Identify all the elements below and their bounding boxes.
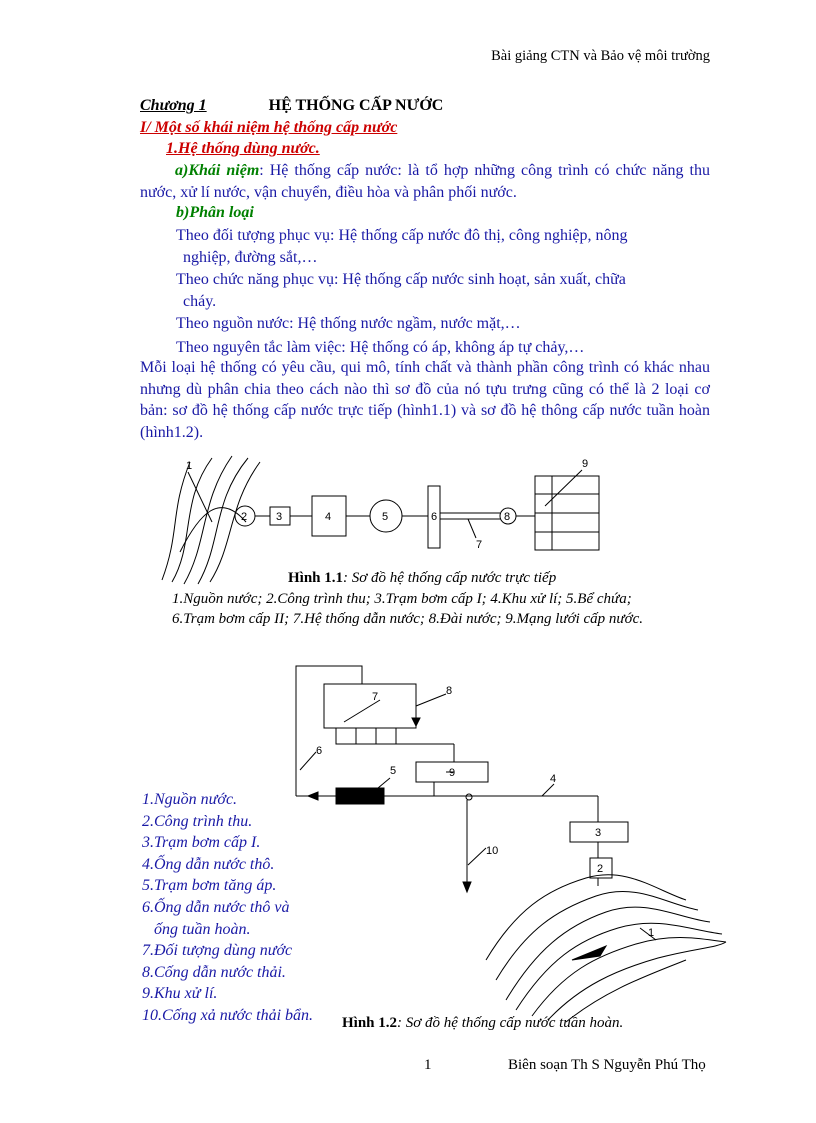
fig1-label: 1 [186,460,193,472]
figure-2-caption-label: Hình 1.2 [342,1015,398,1031]
water-source-line [548,942,726,1020]
fig2-label: 4 [550,773,557,785]
fig1-label: 4 [325,511,332,523]
legend-item: ống tuần hoàn. [142,920,251,938]
definition-label: a)Khái niệm [175,162,260,179]
legend-item: 6.Ống dẫn nước thô và [142,898,290,916]
subsection-title: 1.Hệ thống dùng nước. [166,140,320,157]
definition-text: : Hệ thống cấp nước: là tổ hợp những công trình có chức năng thu nước, xử lí nước, vận chuyển, điều hòa và phân phối nước. [140,162,710,201]
body-paragraph: Mỗi loại hệ thống có yêu cầu, qui mô, tính chất và thành phần công trình có khác nhau nhưng dù phân chia theo cách nào thì sơ đồ của nó tựu trưng cũng có thể là 2 loại cơ bản: sơ đồ hệ thống cấp nước trực tiếp (hình1.1) và sơ đồ hệ thông cấp nước tuần hoàn (hình1.2). [140,359,710,441]
classification-item [176,337,710,359]
label-5-leader [378,778,390,788]
fig2-label: 8 [446,685,453,697]
fig1-label: 6 [431,511,438,523]
legend-item: 8.Cống dẫn nước thải. [142,963,286,981]
classification-item-line: Theo nguyên tắc làm việc: Hệ thống có áp, không áp tự chảy,… [176,339,585,356]
classification-item-line: Theo chức năng phục vụ: Hệ thống cấp nước sinh hoạt, sản xuất, chữa [176,271,626,288]
figure-1-legend-line: 1.Nguồn nước; 2.Công trình thu; 3.Trạm bơm cấp I; 4.Khu xử lí; 5.Bể chứa; [172,591,632,607]
classification-item-line: Theo đối tượng phục vụ: Hệ thống cấp nước đô thị, công nghiệp, nông [176,227,628,244]
legend-item: 5.Trạm bơm tăng áp. [142,877,277,895]
fig2-label: 7 [372,691,379,703]
fig2-label: 10 [486,845,499,857]
fig1-label: 7 [476,539,483,551]
fig1-label: 8 [504,511,511,523]
legend-item: 9.Khu xử lí. [142,985,218,1003]
figure-1-legend-line: 6.Trạm bơm cấp II; 7.Hệ thống dẫn nước; 8.Đài nước; 9.Mạng lưới cấp nước. [172,611,644,627]
water-source-line [486,875,686,960]
fig1-label: 3 [276,511,283,523]
classification-item [176,313,710,335]
fig1-label: 9 [582,458,589,470]
legend-item: 4.Ống dẫn nước thô. [142,855,275,873]
definition-paragraph [140,160,710,203]
water-source-line [566,960,686,1022]
page-number: 1 [424,1057,432,1073]
classification-label: b)Phân loại [176,204,254,221]
classification-item-cont: cháy. [183,292,217,310]
water-source-line [184,456,232,584]
fig2-label: 5 [390,765,397,777]
figure-1-caption-label: Hình 1.1 [288,570,344,586]
fig2-label: 6 [316,745,323,757]
recirculation-pipe [296,666,362,796]
classification-item-line: Theo nguồn nước: Hệ thống nước ngầm, nước mặt,… [176,315,521,332]
section-title: I/ Một số khái niệm hệ thống cấp nước [140,119,398,136]
label-9-leader [545,470,582,506]
footer-author: Biên soạn Th S Nguyễn Phú Thọ [508,1057,706,1073]
water-source-line [162,460,193,580]
legend-item: 7.Đối tượng dùng nước [142,942,293,960]
figure-2-caption [342,1015,623,1032]
label-7-leader [468,519,476,538]
fig1-label: 2 [241,511,248,523]
label-10-leader [468,848,486,865]
classification-item [176,225,710,268]
figure-2-legend [142,789,313,1027]
fig2-label: 1 [648,927,655,939]
fig2-label: 3 [595,827,602,839]
legend-item: 3.Trạm bơm cấp I. [142,834,261,852]
page-header: Bài giảng CTN và Bảo vệ môi trường [491,48,710,64]
label-4-leader [542,784,554,796]
chapter-label: Chương 1 [140,97,207,114]
fig2-label: 9 [449,767,456,779]
figure-1-caption [288,570,556,587]
booster-pump [336,788,384,804]
classification-item-cont: nghiệp, đường sắt,… [183,248,318,266]
figure-2-caption-text: : Sơ đồ hệ thống cấp nước tuần hoàn. [397,1015,624,1031]
chapter-title: HỆ THỐNG CẤP NƯỚC [268,97,444,114]
label-7-leader [344,700,380,722]
legend-item: 10.Cống xả nước thải bẩn. [142,1006,314,1024]
label-6-leader [300,752,316,770]
chapter-heading [140,97,443,115]
label-8-leader [416,694,446,706]
water-source-line [172,458,212,582]
legend-item: 1.Nguồn nước. [142,791,238,808]
consumer-base [336,728,396,744]
legend-item: 2.Công trình thu. [142,812,253,830]
flow-arrow [572,946,606,960]
figure-1-caption-text: : Sơ đồ hệ thống cấp nước trực tiếp [343,570,557,586]
classification-item [176,269,710,312]
fig1-label: 5 [382,511,389,523]
figure-2-diagram [286,660,756,1030]
fig2-label: 2 [597,863,604,875]
